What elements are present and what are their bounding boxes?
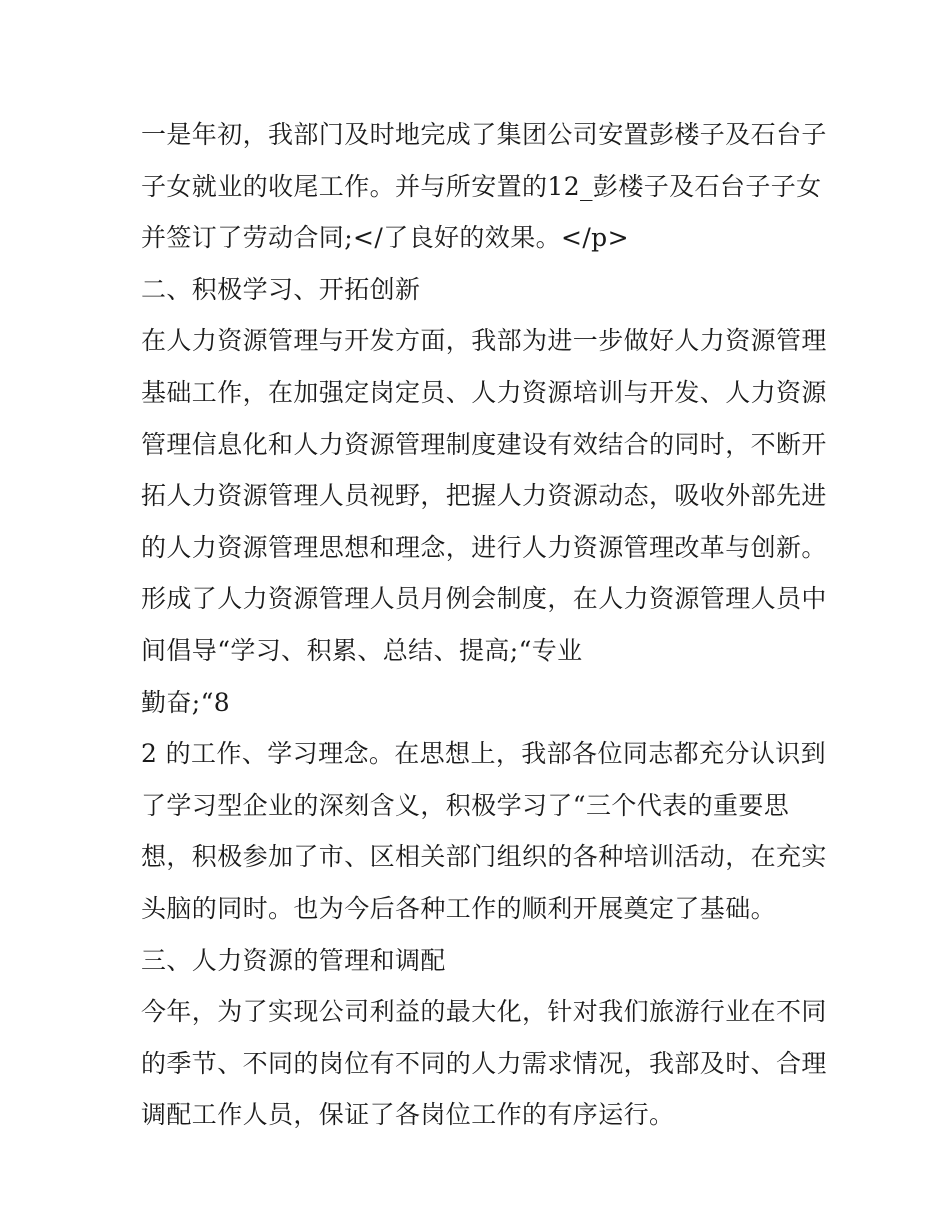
- text-line-12: 勤奋;“8: [141, 687, 231, 717]
- text-line-7: 管理信息化和人力资源管理制度建设有效结合的同时，不断开: [141, 429, 827, 459]
- text-line-19: 的季节、不同的岗位有不同的人力需求情况，我部及时、合理: [141, 1048, 827, 1078]
- text-line-8: 拓人力资源管理人员视野，把握人力资源动态，吸收外部先进: [141, 481, 827, 511]
- text-line-15: 想，积极参加了市、区相关部门组织的各种培训活动，在充实: [141, 842, 827, 872]
- text-line-13: 2 的工作、学习理念。在思想上，我部各位同志都充分认识到: [141, 739, 827, 769]
- text-line-11: 间倡导“学习、积累、总结、提高;“专业: [141, 635, 583, 665]
- text-line-9: 的人力资源管理思想和理念，进行人力资源管理改革与创新。: [141, 532, 827, 562]
- text-line-1: 一是年初，我部门及时地完成了集团公司安置彭楼子及石台子: [141, 120, 827, 149]
- text-line-2: 子女就业的收尾工作。并与所安置的12_彭楼子及石台子子女: [141, 171, 822, 201]
- text-line-20: 调配工作人员，保证了各岗位工作的有序运行。: [141, 1100, 675, 1130]
- text-line-10: 形成了人力资源管理人员月例会制度，在人力资源管理人员中: [141, 584, 827, 614]
- text-line-14: 了学习型企业的深刻含义，积极学习了“三个代表的重要思: [141, 790, 790, 820]
- section-heading-3: 三、人力资源的管理和调配: [141, 945, 446, 975]
- text-line-3: 并签订了劳动合同;</了良好的效果。</p>: [141, 223, 629, 253]
- text-line-6: 基础工作，在加强定岗定员、人力资源培训与开发、人力资源: [141, 377, 827, 407]
- document-body: [141, 109, 827, 1141]
- text-line-5: 在人力资源管理与开发方面，我部为进一步做好人力资源管理: [141, 326, 827, 356]
- section-heading-2: 二、积极学习、开拓创新: [141, 274, 421, 304]
- text-line-18: 今年，为了实现公司利益的最大化，针对我们旅游行业在不同: [141, 997, 827, 1027]
- text-line-16: 头脑的同时。也为今后各种工作的顺利开展奠定了基础。: [141, 893, 777, 923]
